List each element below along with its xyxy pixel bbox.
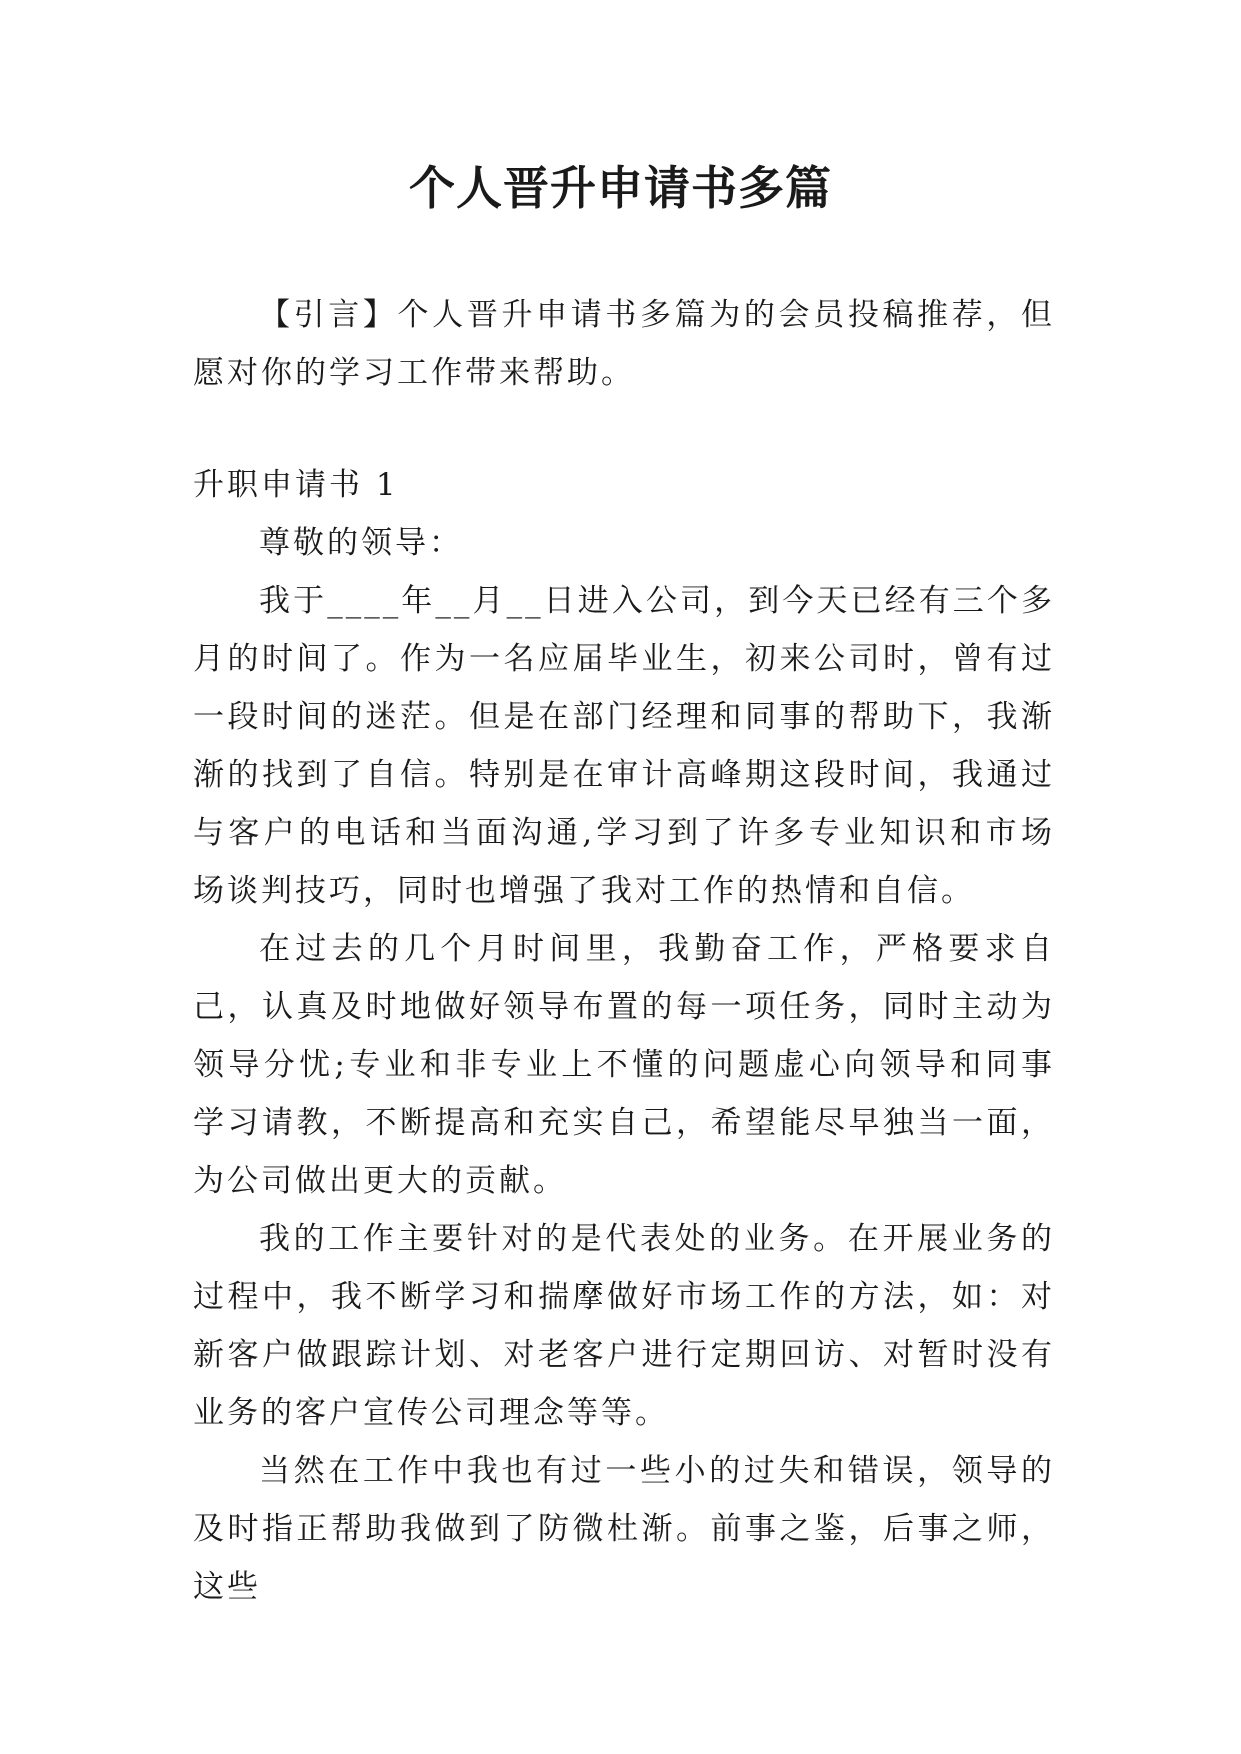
document-body [193, 286, 1055, 1616]
body-paragraph-1: 我于____年__月__日进入公司，到今天已经有三个多月的时间了。作为一名应届毕业生，初来公司时，曾有过一段时间的迷茫。但是在部门经理和同事的帮助下，我渐渐的找到了自信。特别是在审计高峰期这段时间，我通过与客户的电话和当面沟通,学习到了许多专业知识和市场场谈判技巧，同时也增强了我对工作的热情和自信。 [193, 583, 1055, 909]
body-paragraph-3: 我的工作主要针对的是代表处的业务。在开展业务的过程中，我不断学习和揣摩做好市场工作的方法，如：对新客户做跟踪计划、对老客户进行定期回访、对暂时没有业务的客户宣传公司理念等等。 [193, 1221, 1055, 1431]
section-heading: 升职申请书 1 [193, 467, 399, 503]
body-paragraph-4: 当然在工作中我也有过一些小的过失和错误，领导的及时指正帮助我做到了防微杜渐。前事之鉴，后事之师，这些 [193, 1453, 1055, 1605]
salutation: 尊敬的领导： [259, 525, 463, 561]
document-title: 个人晋升申请书多篇 [409, 161, 832, 215]
body-paragraph-2: 在过去的几个月时间里，我勤奋工作，严格要求自己，认真及时地做好领导布置的每一项任务，同时主动为领导分忧;专业和非专业上不懂的问题虚心向领导和同事学习请教，不断提高和充实自己，希望能尽早独当一面，为公司做出更大的贡献。 [193, 931, 1055, 1199]
intro-paragraph: 【引言】个人晋升申请书多篇为的会员投稿推荐，但愿对你的学习工作带来帮助。 [193, 297, 1055, 391]
